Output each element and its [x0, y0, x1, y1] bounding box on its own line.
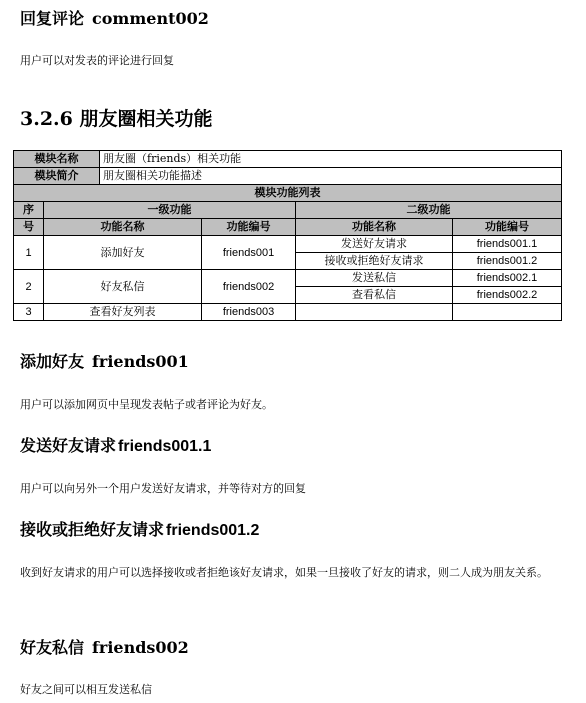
module-function-table: [13, 150, 562, 321]
table-row-level-headers: [14, 202, 562, 219]
section-desc-send-request: 用户可以向另外一个用户发送好友请求，并等待对方的回复: [20, 482, 306, 495]
function-list-title: 模块功能列表: [14, 185, 562, 202]
row-func-code: friends001: [202, 236, 296, 270]
row-sub-func-name: 发送好友请求: [296, 236, 453, 253]
heading-title: 接收或拒绝好友请求: [20, 520, 165, 539]
col-header-sub-func-name: 功能名称: [296, 219, 453, 236]
row-no: 1: [14, 236, 44, 270]
col-header-func-code: 功能编号: [202, 219, 296, 236]
level2-label: 二级功能: [296, 202, 562, 219]
table-row: [14, 270, 562, 287]
heading-code: friends001.1: [118, 438, 212, 455]
section-heading-private-message: [20, 638, 189, 658]
section-desc-private-message: 好友之间可以相互发送私信: [20, 683, 152, 696]
row-func-code: friends003: [202, 304, 296, 321]
row-sub-func-code: friends002.2: [453, 287, 562, 304]
col-header-func-name: 功能名称: [44, 219, 202, 236]
section-heading-send-request: [20, 436, 211, 457]
row-sub-func-code-empty: [453, 304, 562, 321]
module-name-label: 模块名称: [14, 151, 100, 168]
section-desc-accept-reject: 收到好友请求的用户可以选择接收或者拒绝该好友请求，如果一旦接收了好友的请求，则二人成为朋友关系。: [20, 566, 548, 579]
row-func-name: 添加好友: [44, 236, 202, 270]
row-sub-func-code: friends001.2: [453, 253, 562, 270]
row-sub-func-code: friends002.1: [453, 270, 562, 287]
section-heading-add-friend: [20, 352, 189, 372]
level1-label: 一级功能: [44, 202, 296, 219]
section-heading-reply-comment: [20, 9, 209, 29]
row-sub-func-name-empty: [296, 304, 453, 321]
heading-code: friends001.2: [166, 522, 260, 539]
col-header-sub-func-code: 功能编号: [453, 219, 562, 236]
row-no: 2: [14, 270, 44, 304]
section-desc-add-friend: 用户可以添加网页中呈现发表帖子或者评论为好友。: [20, 398, 273, 411]
section-heading-accept-reject: [20, 520, 259, 541]
row-func-name: 好友私信: [44, 270, 202, 304]
heading-code: friends002: [92, 638, 189, 657]
row-sub-func-name: 接收或拒绝好友请求: [296, 253, 453, 270]
row-no: 3: [14, 304, 44, 321]
table-row-column-headers: [14, 219, 562, 236]
section-heading-moments: 3.2.6 朋友圈相关功能: [20, 108, 213, 130]
seq-label-top: 序: [14, 202, 44, 219]
seq-label-bottom: 号: [14, 219, 44, 236]
table-row-list-title: [14, 185, 562, 202]
row-sub-func-code: friends001.1: [453, 236, 562, 253]
heading-title: 好友私信: [20, 638, 85, 657]
heading-title: 添加好友: [20, 352, 85, 371]
section-desc-reply-comment: 用户可以对发表的评论进行回复: [20, 54, 174, 67]
table-row: [14, 236, 562, 253]
module-name-value: 朋友圈（friends）相关功能: [100, 151, 562, 168]
row-func-name: 查看好友列表: [44, 304, 202, 321]
heading-title: 发送好友请求: [20, 436, 117, 455]
module-intro-label: 模块简介: [14, 168, 100, 185]
row-func-code: friends002: [202, 270, 296, 304]
row-sub-func-name: 发送私信: [296, 270, 453, 287]
table-row: [14, 304, 562, 321]
row-sub-func-name: 查看私信: [296, 287, 453, 304]
heading-code: friends001: [92, 352, 189, 371]
table-row-module-intro: [14, 168, 562, 185]
table-row-module-name: [14, 151, 562, 168]
heading-title: 回复评论: [20, 9, 85, 28]
heading-code: comment002: [92, 9, 209, 28]
module-intro-value: 朋友圈相关功能描述: [100, 168, 562, 185]
